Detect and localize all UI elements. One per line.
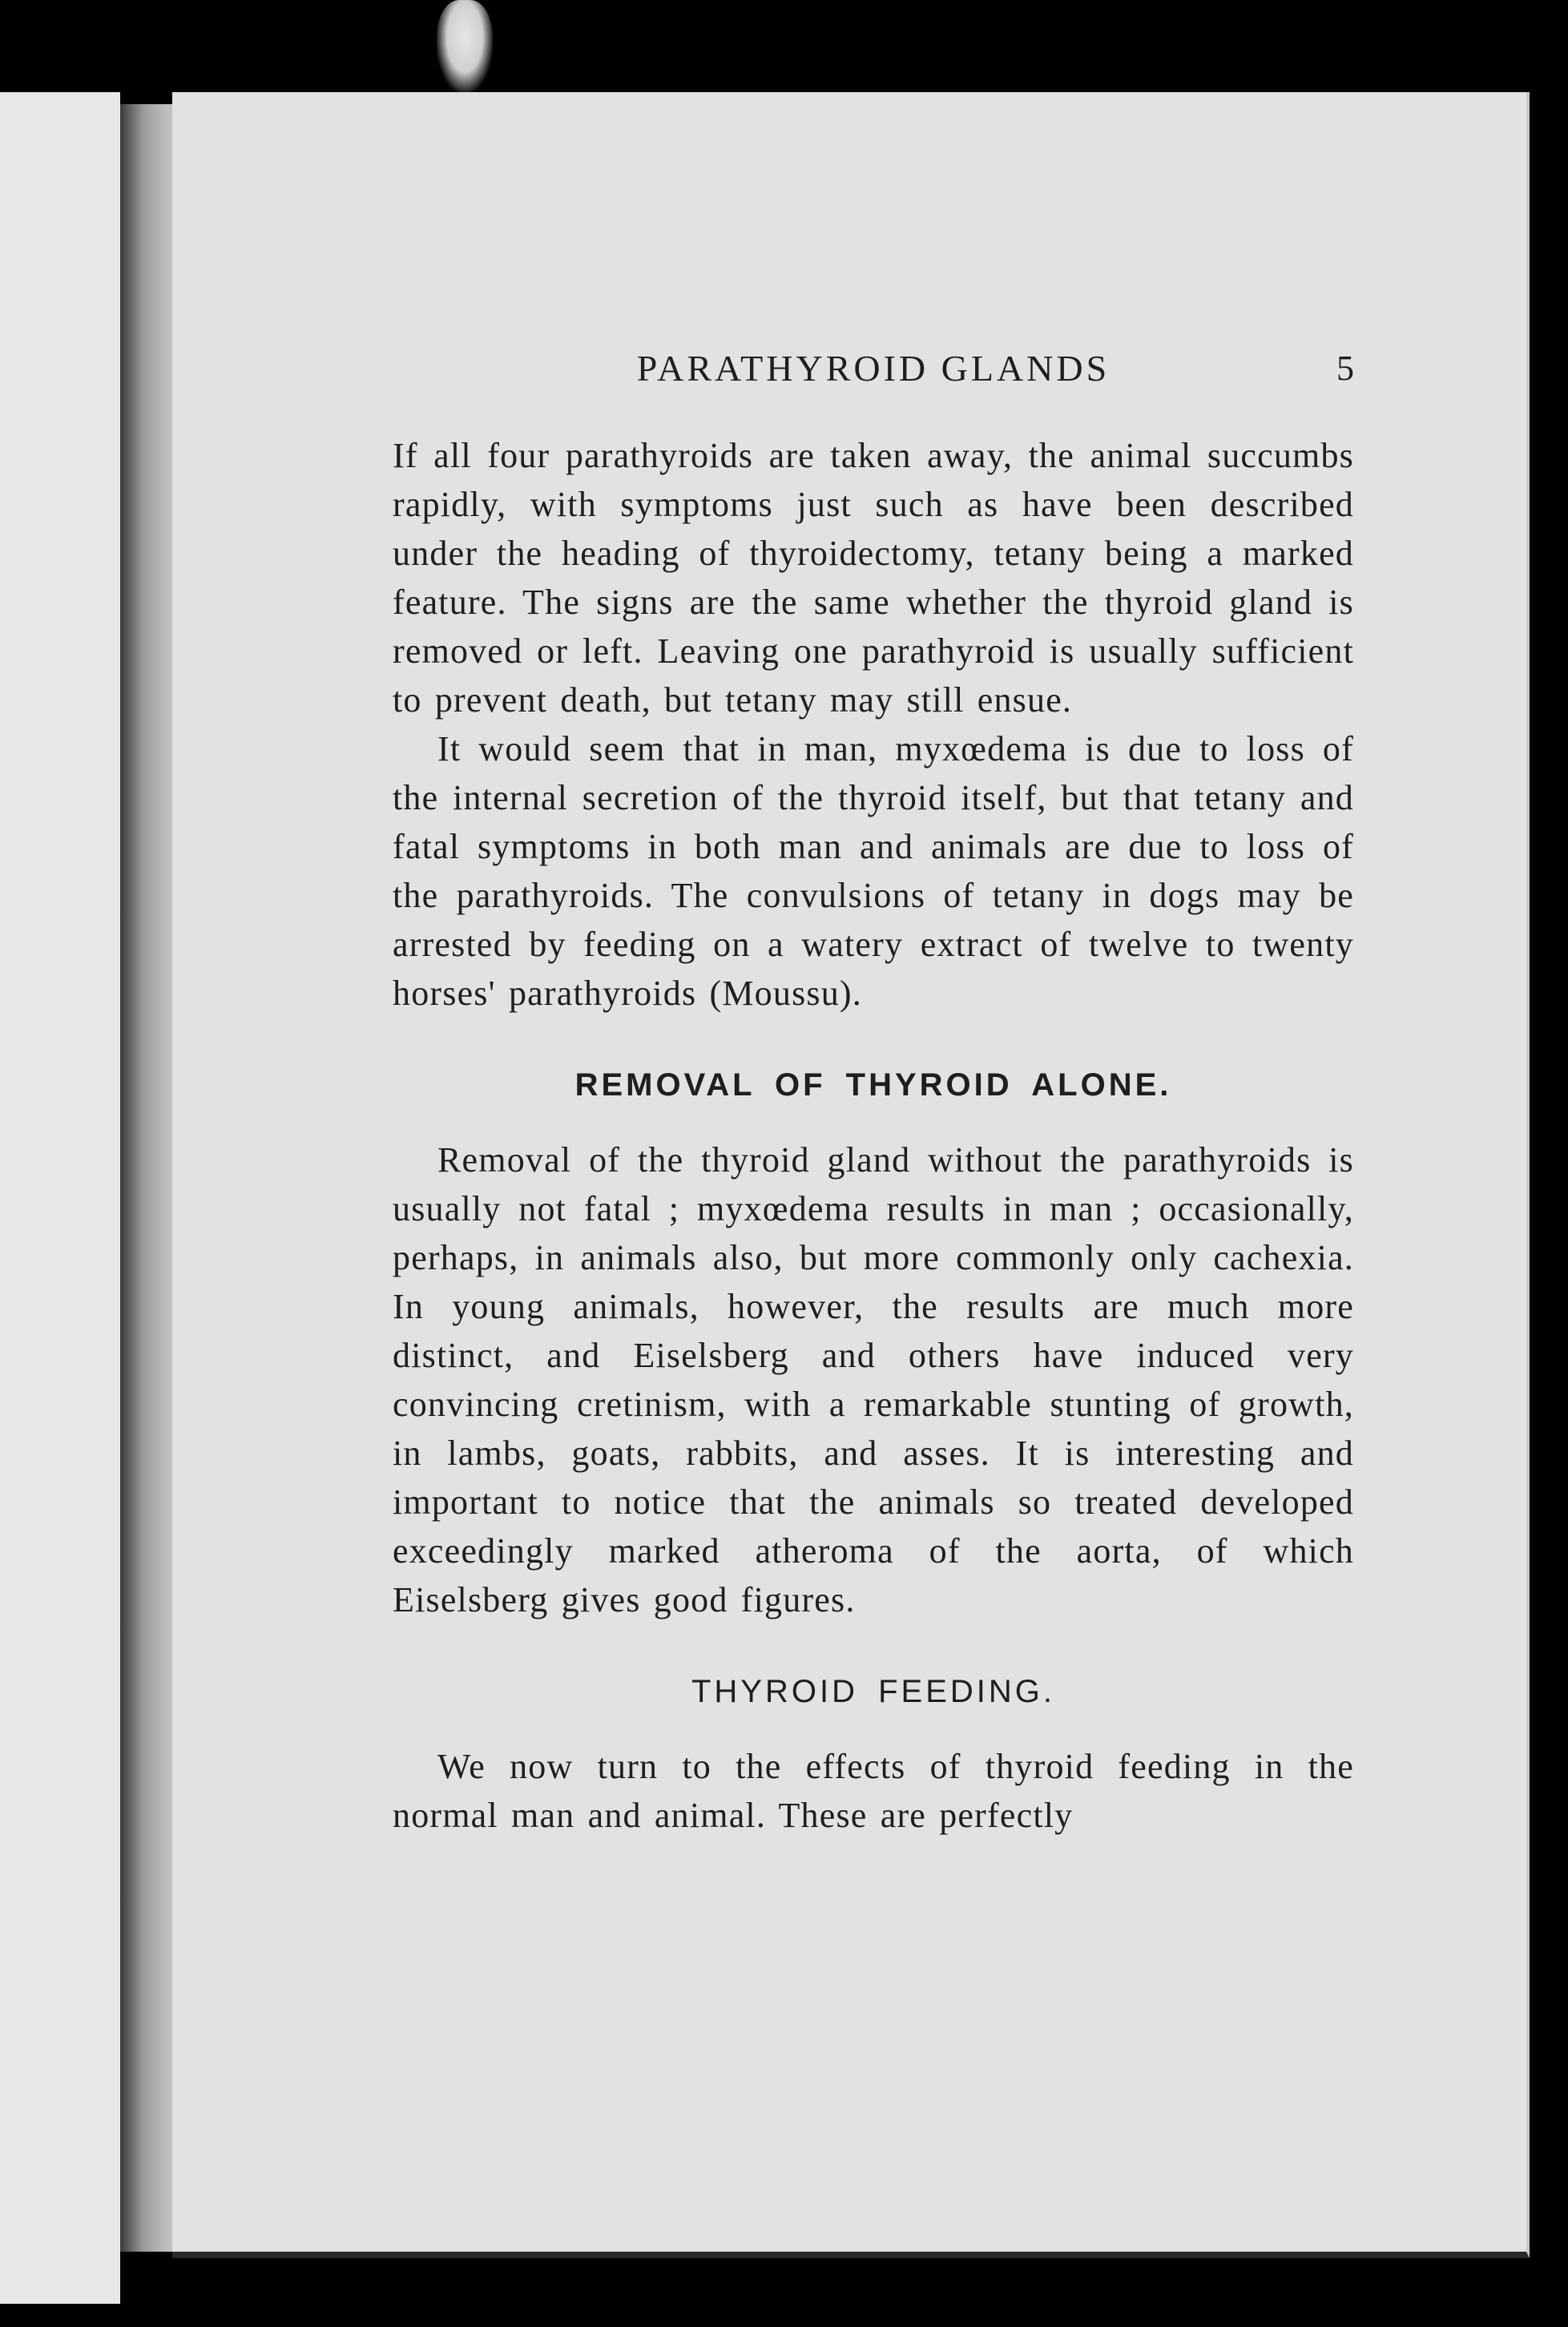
running-head	[393, 337, 1354, 401]
paragraph: Removal of the thyroid gland without the parathyroids is usually not fatal ; myxœdema results in man ; occasionally, perhaps, in animals also, but more commonly only cachexia. In young animals, however, the results are much more distinct, and Eiselsberg and others have induced very convincing cretinism, with a remarkable stunting of growth, in lambs, goats, rabbits, and asses. It is interesting and important to notice that the animals so treated developed exceedingly marked atheroma of the aorta, of which Eiselsberg gives good figures.	[393, 1140, 1354, 1619]
running-title: PARATHYROID GLANDS	[636, 348, 1110, 389]
section-heading-removal: REMOVAL OF THYROID ALONE.	[574, 1067, 1172, 1103]
facing-page-edge	[0, 92, 120, 2304]
paragraph: If all four parathyroids are taken away, the animal succumbs rapidly, with symptoms just such as have been described under the heading of thyroidectomy, tetany being a marked feature. The signs are the same whether the thyroid gland is removed or left. Leaving one parathyroid is usually sufficient to prevent death, but tetany may still ensue.	[393, 436, 1354, 720]
paragraph: It would seem that in man, myxœdema is due to loss of the internal secretion of the thyroid itself, but that tetany and fatal symptoms in both man and animals are due to loss of the parathyroids. The convulsions of tetany in dogs may be arrested by feeding on a watery extract of twelve to twenty horses' parathyroids (Moussu).	[393, 729, 1354, 1013]
paragraph: We now turn to the effects of thyroid feeding in the normal man and animal. These are perfectly	[393, 1747, 1354, 1835]
scan-artifact	[437, 0, 493, 92]
page-content	[393, 337, 1354, 1840]
section-heading-feeding: THYROID FEEDING.	[691, 1674, 1056, 1709]
page-number: 5	[1336, 349, 1354, 388]
